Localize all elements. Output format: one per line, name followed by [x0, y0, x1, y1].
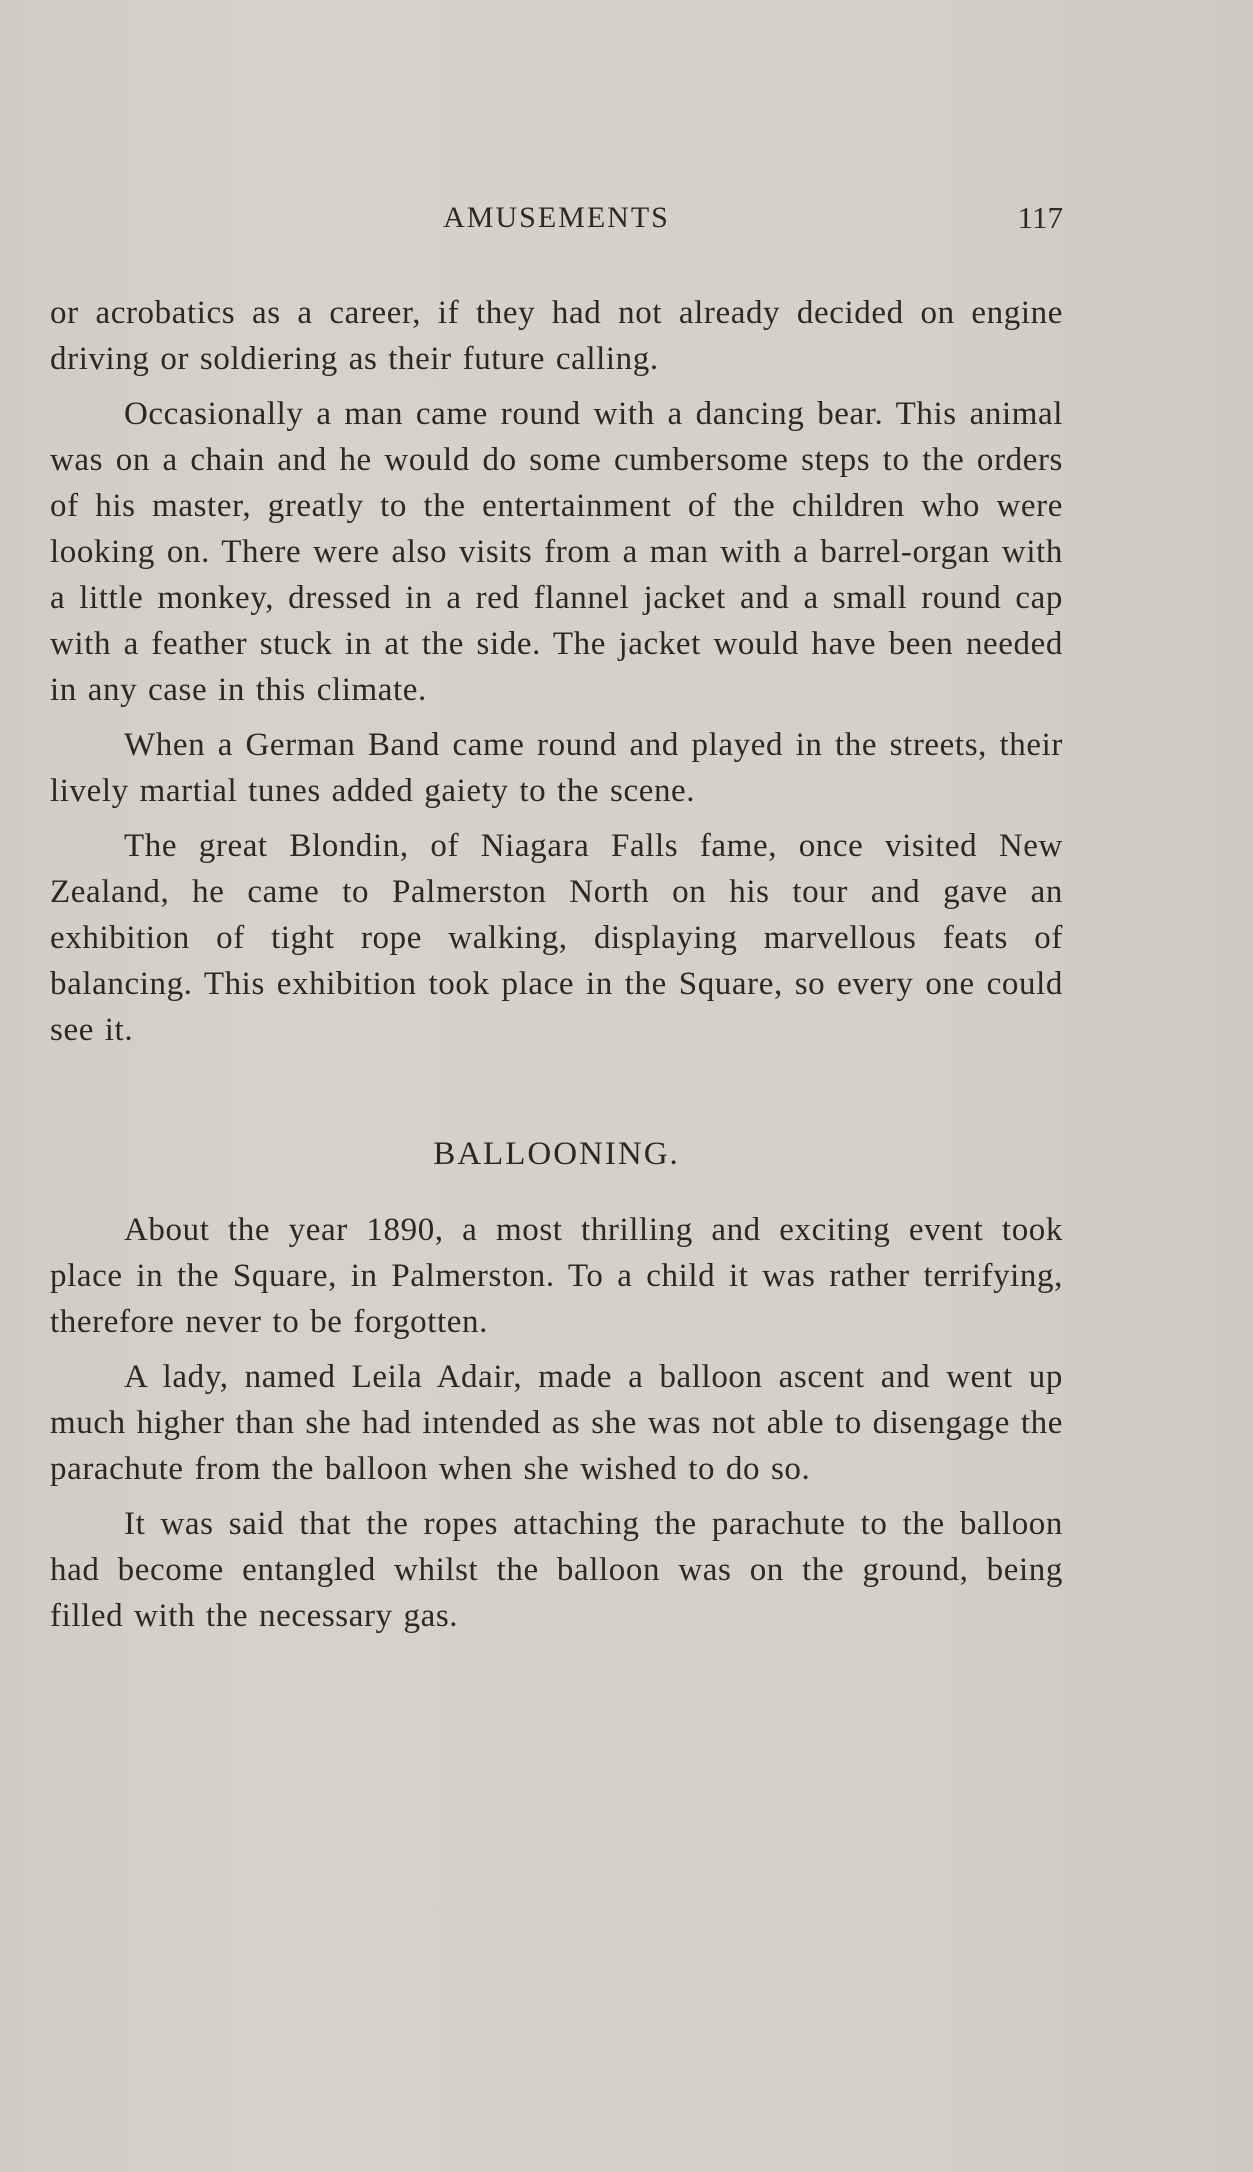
paragraph-1890-event: About the year 1890, a most thrilling and exciting event took place in the Square, in Palmerston. To a child it was rather terrifying, therefore never to be forgotten. — [50, 1212, 1063, 1340]
paragraph-blondin: The great Blondin, of Niagara Falls fame, once visited New Zealand, he came to Palmerston North on his tour and gave an exhibition of tight rope walking, displaying marvellous feats of balancing. This exhibition took place in the Square, so every one could see it. — [50, 828, 1063, 1048]
paragraph-ropes-entangled: It was said that the ropes attaching the parachute to the balloon had become entangled whilst the balloon was on the ground, being filled with the necessary gas. — [50, 1506, 1063, 1634]
paragraph-continuation: or acrobatics as a career, if they had not already decided on engine driving or soldiering as their future calling. — [50, 295, 1063, 377]
running-title: AMUSEMENTS — [443, 201, 670, 234]
running-header — [50, 198, 1063, 238]
body-text — [50, 290, 1063, 1639]
paragraph-leila-adair: A lady, named Leila Adair, made a balloon ascent and went up much higher than she had intended as she was not able to disengage the parachute from the balloon when she wished to do so. — [50, 1359, 1063, 1487]
page-number: 117 — [1017, 200, 1063, 235]
paragraph-german-band: When a German Band came round and played in the streets, their lively martial tunes added gaiety to the scene. — [50, 727, 1063, 809]
section-heading-ballooning: BALLOONING. — [433, 1136, 680, 1172]
paragraph-dancing-bear: Occasionally a man came round with a dancing bear. This animal was on a chain and he would do some cumbersome steps to the orders of his master, greatly to the entertainment of the children who were looking on. There were also visits from a man with a barrel-organ with a little monkey, dressed in a red flannel jacket and a small round cap with a feather stuck in at the side. The jacket would have been needed in any case in this climate. — [50, 396, 1063, 708]
